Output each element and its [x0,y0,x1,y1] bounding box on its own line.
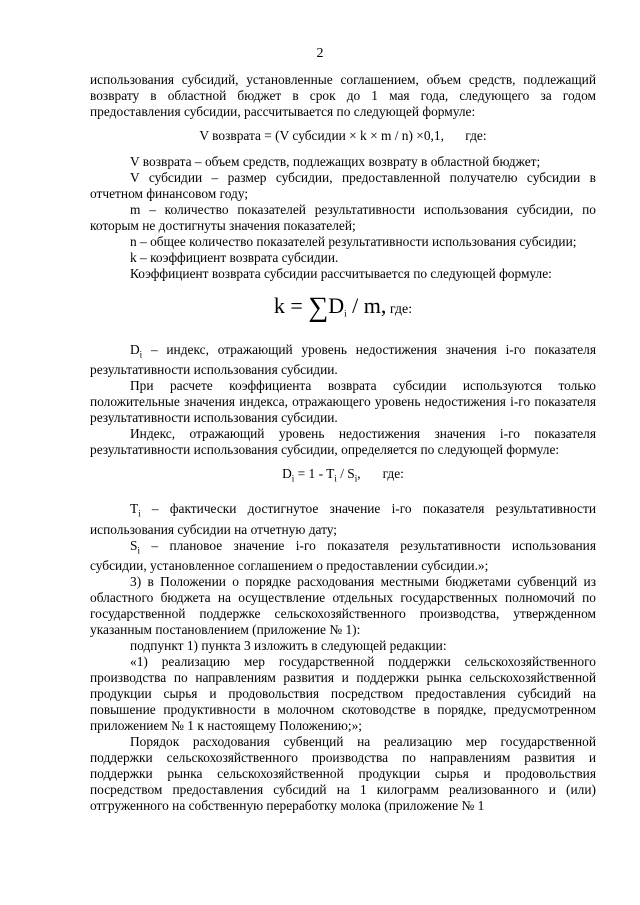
s-definition-text: – плановое значение i-го показателя результативности использования субсидии, установленное соглашением о предоставлении субсидии.»; [90,537,596,574]
definition-d [90,342,596,379]
formula-d-subscript: i [344,308,347,319]
formula-where-label-3: где: [382,466,404,482]
paragraph-quote: «1) реализацию мер государственной поддержки сельскохозяйственного производства по направлениям развития и поддержки рынка сельскохозяйственной продукции сырья и продовольствия посредством предоставления субсидий на повышение продуктивности в молочном скотоводстве в порядке, предусмотренном приложением № 1 к настоящему Положению;»; [90,654,596,734]
definition-n: n – общее количество показателей результативности использования субсидии; [130,234,577,249]
page-number: 2 [316,46,324,61]
definition-k: k – коэффициент возврата субсидии. [130,250,339,265]
paragraph-order: Порядок расходования субвенций на реализацию мер государственной поддержки сельскохозяйственного производства по направлениям развития и поддержки рынка сельскохозяйственной продукции сырья и продовольствия посредством предоставления субсидий на 1 килограмм реализованного и (или) отгруженного на собственную переработку молока (приложение № 1 [90,734,596,814]
paragraph-index-intro: Индекс, отражающий уровень недостижения значения i-го показателя результативности использования субсидии, определяется по следующей формуле: [90,426,596,458]
definition-t [90,501,596,538]
formula-return-volume-text: V возврата = (V субсидии × k × m / n) ×0,1, [199,128,444,143]
definition-m: m – количество показателей результативности использования субсидии, по которым не достигнуты значения показателей; [90,202,596,233]
formula-d-symbol: D [328,293,345,318]
f3-sub2: i [334,474,337,485]
paragraph-subitem: подпункт 1) пункта 3 изложить в следующей редакции: [130,638,447,654]
f3-mid: = 1 - T [294,466,335,482]
f3-slash: / S [336,466,355,482]
paragraph-k-intro: Коэффициент возврата субсидии рассчитывается по следующей формуле: [130,266,552,281]
f3-end: , [357,466,361,482]
definition-v-subsidy: V субсидии – размер субсидии, предоставленной получателю субсидии в отчетном финансовом году; [90,170,596,201]
formula-k-label: k = [273,293,309,318]
d-definition-text: – индекс, отражающий уровень недостижения значения i-го показателя результативности использования субсидии. [90,341,596,378]
d-symbol: D [130,341,140,357]
s-subscript: i [137,545,140,556]
f3-sub1: i [291,474,295,485]
formula-where-label-2: где: [386,302,413,317]
paragraph-intro: использования субсидий, установленные соглашением, объем средств, подлежащий возврату в областной бюджет в срок до 1 мая года, следующего за годом предоставления субсидии, рассчитывается по следующей формуле: [90,72,596,119]
sum-symbol: ∑ [308,292,329,323]
definition-s [90,538,596,575]
t-symbol: T [130,501,139,517]
t-subscript: i [138,508,141,519]
s-symbol: S [130,537,138,553]
formula-divide-m: / m, [346,293,387,318]
formula-index [90,466,596,487]
d-subscript: i [139,349,143,360]
paragraph-positive-values: При расчете коэффициента возврата субсидии используются только положительные значения индекса, отражающего уровень недостижения i-го показателя результативности использования субсидии. [90,378,596,426]
f3-d: D [282,466,292,482]
t-definition-text: – фактически достигнутое значение i-го показателя результативности использования субсидии на отчетную дату; [90,501,596,537]
formula-return-volume [90,128,596,144]
formula-coefficient [90,292,596,323]
formula-where-label: где: [465,128,487,143]
paragraph-item-3: 3) в Положении о порядке расходования местными бюджетами субвенций из областного бюджета на осуществление отдельных государственных полномочий по государственной поддержке сельскохозяйственного производства, утвержденном указанным постановлением (приложение № 1): [90,574,596,638]
f3-sub3: i [354,474,358,485]
definition-v-return: V возврата – объем средств, подлежащих возврату в областной бюджет; [130,154,541,169]
document-body [90,72,596,814]
